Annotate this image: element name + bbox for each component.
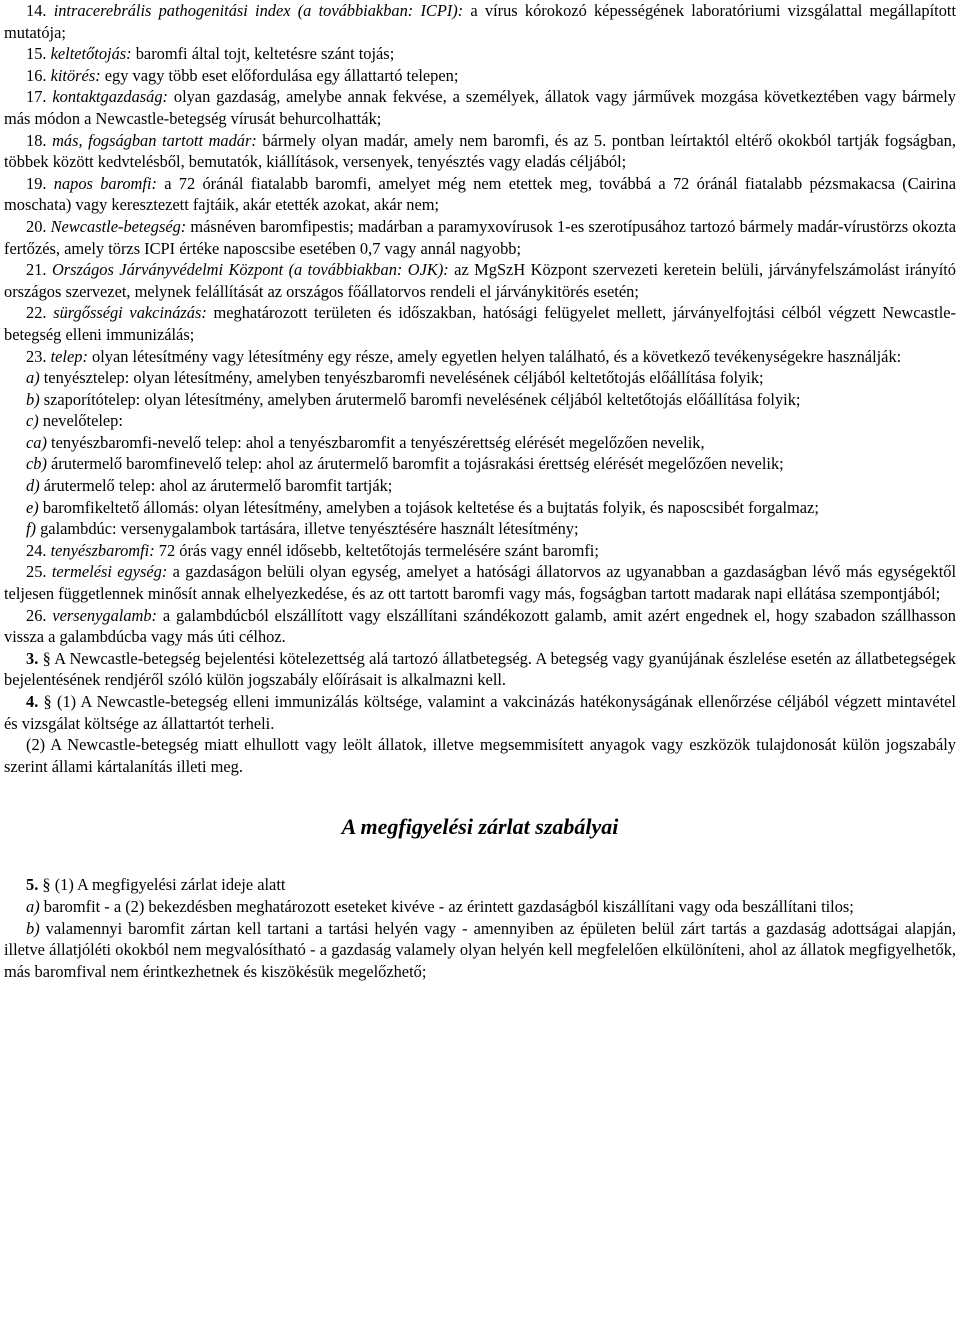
section-5-list — [4, 874, 956, 982]
subpoint-text: nevelőtelep: — [38, 411, 123, 431]
section-text: § (1) A megfigyelési zárlat ideje alatt — [38, 875, 286, 895]
subpoint-text: baromfikeltető állomás: olyan létesítmény, amelyben a tojások keltetése és a bujtatás folyik, és naposcsibét forgalmaz; — [38, 497, 819, 517]
section-5-a — [4, 896, 956, 918]
section-5-1 — [4, 874, 956, 896]
section-number: 5. — [26, 875, 39, 895]
definition-text: bármely olyan madár, amely nem baromfi, és az 5. pontban leírtaktól eltérő okokból tartják fogságban, többek között kedvtelésből, bemutatók, kiállítások, versenyek, tenyésztés vagy eladás céljából; — [4, 130, 956, 172]
subpoint-text: baromfit - a (2) bekezdésben meghatározott eseteket kivéve - az érintett gazdaságból kiszállítani vagy oda beszállítani tilos; — [39, 896, 854, 916]
subpoint-label: b) — [26, 389, 40, 409]
definition-17: 17. kontaktgazdaság: olyan gazdaság, amelybe annak fekvése, a személyek, állatok vagy járművek mozgása következtében vagy bármely más módon a Newcastle-betegség vírusát behurcolhatták; — [4, 87, 956, 128]
definition-term: sürgősségi vakcinázás: — [53, 303, 207, 323]
definition-text: a gazdaságon belüli olyan egység, amelyet a hatósági állatorvos az ugyanabban a gazdaságban lévő más egységektől teljesen függetlennek minősít annak elhelyezkedése, és az ott tartott baromfi vagy más, fogságban tartott madarak napi ellátása szempontjából; — [4, 562, 956, 604]
definition-term: telep: — [50, 346, 88, 366]
section-number: 4. — [26, 692, 39, 711]
subpoint-label: a) — [26, 368, 40, 388]
definition-term: intracerebrális pathogenitási index (a továbbiakban: ICPI): — [53, 1, 464, 20]
definition-18: 18. más, fogságban tartott madár: bármely olyan madár, amely nem baromfi, és az 5. pontban leírtaktól eltérő okokból tartják fogságban, többek között kedvtelésből, bemutatók, kiállítások, versenyek, tenyésztés vagy eladás céljából; — [4, 130, 956, 172]
definition-23-e — [4, 497, 956, 519]
definition-23-f — [4, 518, 956, 540]
section-5-b — [4, 918, 956, 983]
definition-22: 22. sürgősségi vakcinázás: meghatározott területen és időszakban, hatósági felügyelet mellett, járványelfojtási célból végzett Newcastle-betegség elleni immunizálás; — [4, 303, 956, 344]
subpoint-label: cb) — [26, 454, 47, 474]
subpoint-label: c) — [26, 411, 39, 431]
definition-text: az MgSzH Központ szervezeti keretein belüli, járványfelszámolást irányító országos szervezet, melynek felállítását az országos főállatorvos rendeli el járványkitörés esetén; — [4, 260, 957, 301]
definition-23-d — [4, 475, 956, 497]
section-number: 3. — [26, 648, 39, 668]
definition-19: 19. napos baromfi: a 72 óránál fiatalabb baromfi, amelyet még nem etettek meg, továbbá a 72 óránál fiatalabb pézsmakacsa (Cairina moschata) vagy keresztezett fajtáik, akár etették azokat, akár nem; — [4, 173, 956, 215]
definition-term: versenygalamb: — [52, 605, 158, 625]
definition-term: kitörés: — [50, 65, 101, 85]
subpoint-label: b) — [26, 918, 40, 938]
subpoint-text: szaporítótelep: olyan létesítmény, amelyben árutermelő baromfi nevelésének céljából keltetőtojás előállítása folyik; — [39, 389, 801, 409]
subpoint-text: galambdúc: versenygalambok tartására, illetve tenyésztésére használt létesítmény; — [36, 519, 579, 539]
definition-text: a vírus kórokozó képességének laboratóriumi vizsgálattal megállapított mutatója; — [4, 1, 956, 42]
definition-term: napos baromfi: — [53, 173, 157, 193]
subpoint-label: e) — [26, 497, 39, 517]
definition-term: Newcastle-betegség: — [50, 216, 187, 236]
section-text: (2) A Newcastle-betegség miatt elhullott vagy leölt állatok, illetve megsemmisített anyagok vagy eszközök tulajdonosát külön jogszabály szerint állami kártalanítás illeti meg. — [4, 735, 956, 776]
definition-text: olyan létesítmény vagy létesítmény egy része, amely egyetlen helyen található, és a következő tevékenységekre használják: — [87, 346, 902, 366]
definition-23-a — [4, 367, 956, 389]
subpoint-label: f) — [26, 519, 37, 539]
definition-text: meghatározott területen és időszakban, hatósági felügyelet mellett, járványelfojtási célból végzett Newcastle-betegség elleni immunizálás; — [4, 303, 956, 344]
definition-text: a galambdúcból elszállított vagy elszállítani szándékozott galamb, amit azért engednek el, hogy szabadon szállhasson vissza a galambdúcba vagy más úti célhoz. — [4, 605, 956, 647]
subpoint-text: valamennyi baromfit zártan kell tartani a tartási helyén vagy - amennyiben az épületen belül zárt tartás a gazdaság adottságai alapján, illetve állatjóléti okokból nem megvalósítható - a gazdaság valamely olyan helyén kell megfelelően elkülöníteni, ahol az állatok megfigyelhetők, más baromfival nem érintkezhetnek és kiszökésük megelőzhető; — [4, 918, 956, 981]
subpoint-label: ca) — [26, 432, 47, 452]
definition-text: olyan gazdaság, amelybe annak fekvése, a személyek, állatok vagy járművek mozgása következtében vagy bármely más módon a Newcastle-betegség vírusát behurcolhatták; — [4, 87, 956, 128]
definition-text: másnéven baromfipestis; madárban a paramyxovírusok 1-es szerotípusához tartozó bármely madár-vírustörzs okozta fertőzés, amely törzs ICPI értéke naposcsibe esetében 0,7 vagy annál nagyobb; — [4, 216, 956, 258]
definition-term: keltetőtojás: — [50, 44, 132, 64]
definition-term: kontaktgazdaság: — [52, 87, 168, 107]
section-4-2 — [4, 734, 956, 777]
definition-26: 26. versenygalamb: a galambdúcból elszállított vagy elszállítani szándékozott galamb, amit azért engednek el, hogy szabadon szállhasson vissza a galambdúcba vagy más úti célhoz. — [4, 605, 956, 647]
definition-text: a 72 óránál fiatalabb baromfi, amelyet még nem etettek meg, továbbá a 72 óránál fiatalabb pézsmakacsa (Cairina moschata) vagy keresztezett fajtáik, akár etették azokat, akár nem; — [4, 173, 956, 215]
definition-16: 16. kitörés: egy vagy több eset előfordulása egy állattartó telepen; — [26, 65, 459, 85]
subpoint-label: d) — [26, 476, 40, 496]
sections-list — [4, 648, 956, 778]
section-text: § A Newcastle-betegség bejelentési kötelezettség alá tartozó állatbetegség. A betegség vagy gyanújának észlelése esetén az állatbetegségek bejelentésének rendjéről szóló külön jogszabály előírásait is alkalmazni kell. — [4, 648, 956, 690]
definition-15: 15. keltetőtojás: baromfi által tojt, keltetésre szánt tojás; — [26, 44, 395, 64]
subpoint-text: árutermelő telep: ahol az árutermelő baromfit tartják; — [39, 476, 393, 496]
subpoint-text: tenyésztelep: olyan létesítmény, amelyben tenyészbaromfi nevelésének céljából keltetőtojás előállítása folyik; — [39, 368, 764, 388]
definition-term: termelési egység: — [51, 562, 168, 582]
definition-20: 20. Newcastle-betegség: másnéven baromfipestis; madárban a paramyxovírusok 1-es szerotípusához tartozó bármely madár-vírustörzs okozta fertőzés, amely törzs ICPI értéke naposcsibe esetében 0,7 vagy annál nagyobb; — [4, 216, 956, 258]
definition-text: baromfi által tojt, keltetésre szánt tojás; — [131, 44, 395, 64]
section-heading: A megfigyelési zárlat szabályai — [341, 814, 619, 840]
definition-term: más, fogságban tartott madár: — [52, 130, 257, 150]
subpoint-label: a) — [26, 896, 40, 916]
section-text: § (1) A Newcastle-betegség elleni immunizálás költsége, valamint a vakcinázás hatékonyságának ellenőrzése céljából végzett mintavétel és vizsgálat költsége az állattartót terheli. — [4, 692, 956, 733]
definition-term: tenyészbaromfi: — [50, 540, 155, 560]
definition-23-cb — [4, 453, 956, 475]
section-4-1 — [4, 691, 956, 734]
definition-23: 23. telep: olyan létesítmény vagy létesítmény egy része, amely egyetlen helyen található, és a következő tevékenységekre használják: — [26, 346, 902, 366]
subpoint-text: árutermelő baromfinevelő telep: ahol az árutermelő baromfit a tojásrakási érettség elérését megelőzően nevelik; — [46, 454, 784, 474]
definition-23-b — [4, 389, 956, 411]
definition-24: 24. tenyészbaromfi: 72 órás vagy ennél idősebb, keltetőtojás termelésére szánt baromfi; — [26, 540, 599, 560]
section-3 — [4, 648, 956, 691]
definition-term: Országos Járványvédelmi Központ (a továbbiakban: OJK): — [51, 260, 449, 280]
definition-25: 25. termelési egység: a gazdaságon belüli olyan egység, amelyet a hatósági állatorvos az ugyanabban a gazdaságban lévő más egységektől teljesen függetlennek minősít annak elhelyezkedése, és az ott tartott baromfi vagy más, fogságban tartott madarak napi ellátása szempontjából; — [4, 562, 956, 604]
definition-21: 21. Országos Járványvédelmi Központ (a továbbiakban: OJK): az MgSzH Központ szervezeti keretein belüli, járványfelszámolást irányító országos szervezet, melynek felállítását az országos főállatorvos rendeli el járványkitörés esetén; — [4, 260, 957, 301]
subpoint-text: tenyészbaromfi-nevelő telep: ahol a tenyészbaromfit a tenyészérettség elérését megelőzően nevelik, — [46, 432, 705, 452]
definition-text: 72 órás vagy ennél idősebb, keltetőtojás termelésére szánt baromfi; — [154, 540, 599, 560]
definitions-list — [4, 0, 956, 648]
definition-14: 14. intracerebrális pathogenitási index (a továbbiakban: ICPI): a vírus kórokozó képességének laboratóriumi vizsgálattal megállapított mutatója; — [4, 1, 956, 42]
definition-text: egy vagy több eset előfordulása egy állattartó telepen; — [100, 65, 459, 85]
definition-23-ca — [4, 432, 956, 454]
definition-23-c — [4, 410, 956, 432]
